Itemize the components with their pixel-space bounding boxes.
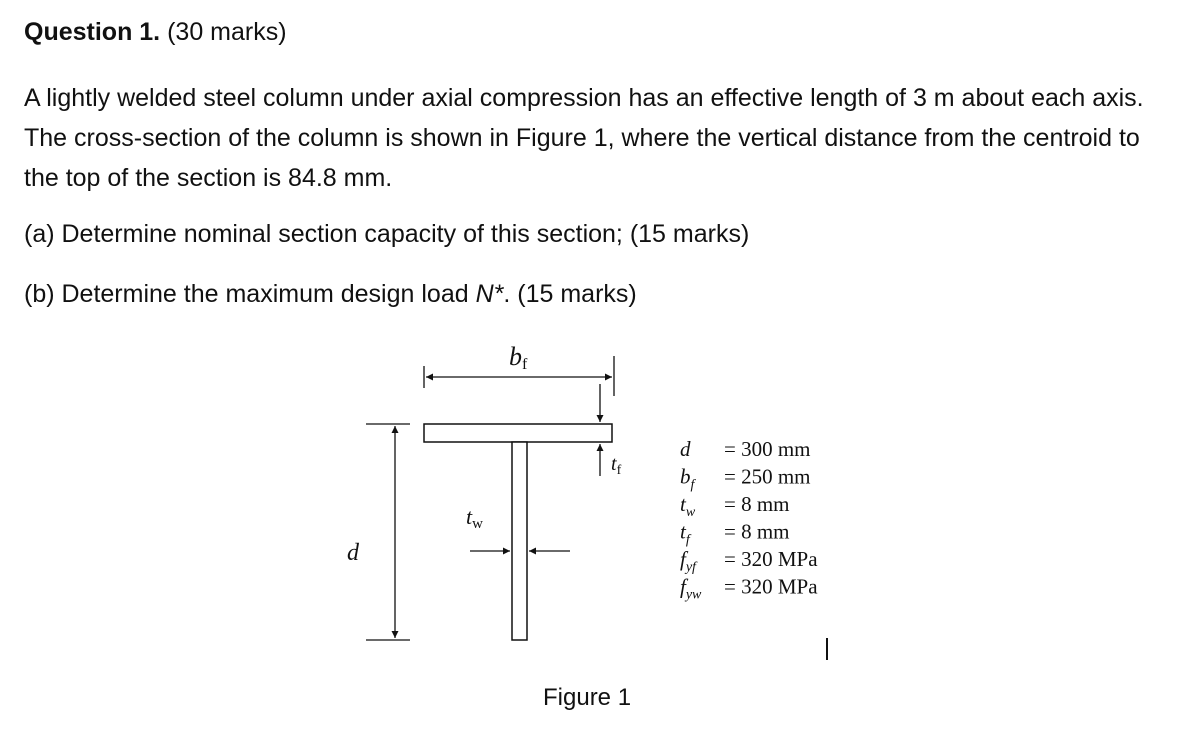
- question-label: Question 1.: [24, 18, 161, 46]
- property-symbol: $t_f$: [680, 519, 690, 548]
- property-value: = 320 MPa: [724, 547, 818, 571]
- web-shape: [512, 442, 527, 640]
- property-symbol: $f_{yw}$: [680, 574, 702, 603]
- tf-label: $t_f$: [611, 453, 622, 478]
- part-b-prefix: (b) Determine the maximum design load: [24, 280, 476, 308]
- bf-label: bf: [509, 342, 528, 373]
- flange-shape: [424, 424, 612, 442]
- section-properties: [680, 437, 818, 603]
- property-symbol: $t_w$: [680, 492, 696, 520]
- part-a-text: (a) Determine nominal section capacity of this section; (15 marks): [24, 220, 750, 248]
- property-value: = 320 MPa: [724, 574, 818, 599]
- design-load-symbol: N*: [475, 280, 504, 308]
- text-cursor: [826, 638, 828, 660]
- question-paragraph: A lightly welded steel column under axial compression has an effective length of 3 m about each axis. The cross-section of the column is shown in Figure 1, where the vertical distance from the centroid to the top of the section is 84.8 mm.: [24, 84, 1144, 192]
- d-label: d: [347, 540, 359, 566]
- property-value: = 250 mm: [724, 464, 811, 489]
- property-symbol: $b_f$: [680, 464, 695, 493]
- property-value: = 300 mm: [724, 437, 811, 461]
- tw-label: tw: [466, 504, 483, 532]
- property-symbol: $f_{yf}$: [680, 547, 696, 575]
- figure-caption: Figure 1: [543, 684, 632, 711]
- property-value: = 8 mm: [724, 519, 790, 544]
- d-dimension: [366, 424, 410, 640]
- property-value: = 8 mm: [724, 492, 790, 516]
- part-b-suffix: . (15 marks): [503, 280, 637, 308]
- property-symbol: d: [680, 437, 691, 461]
- question-marks: (30 marks): [167, 18, 287, 46]
